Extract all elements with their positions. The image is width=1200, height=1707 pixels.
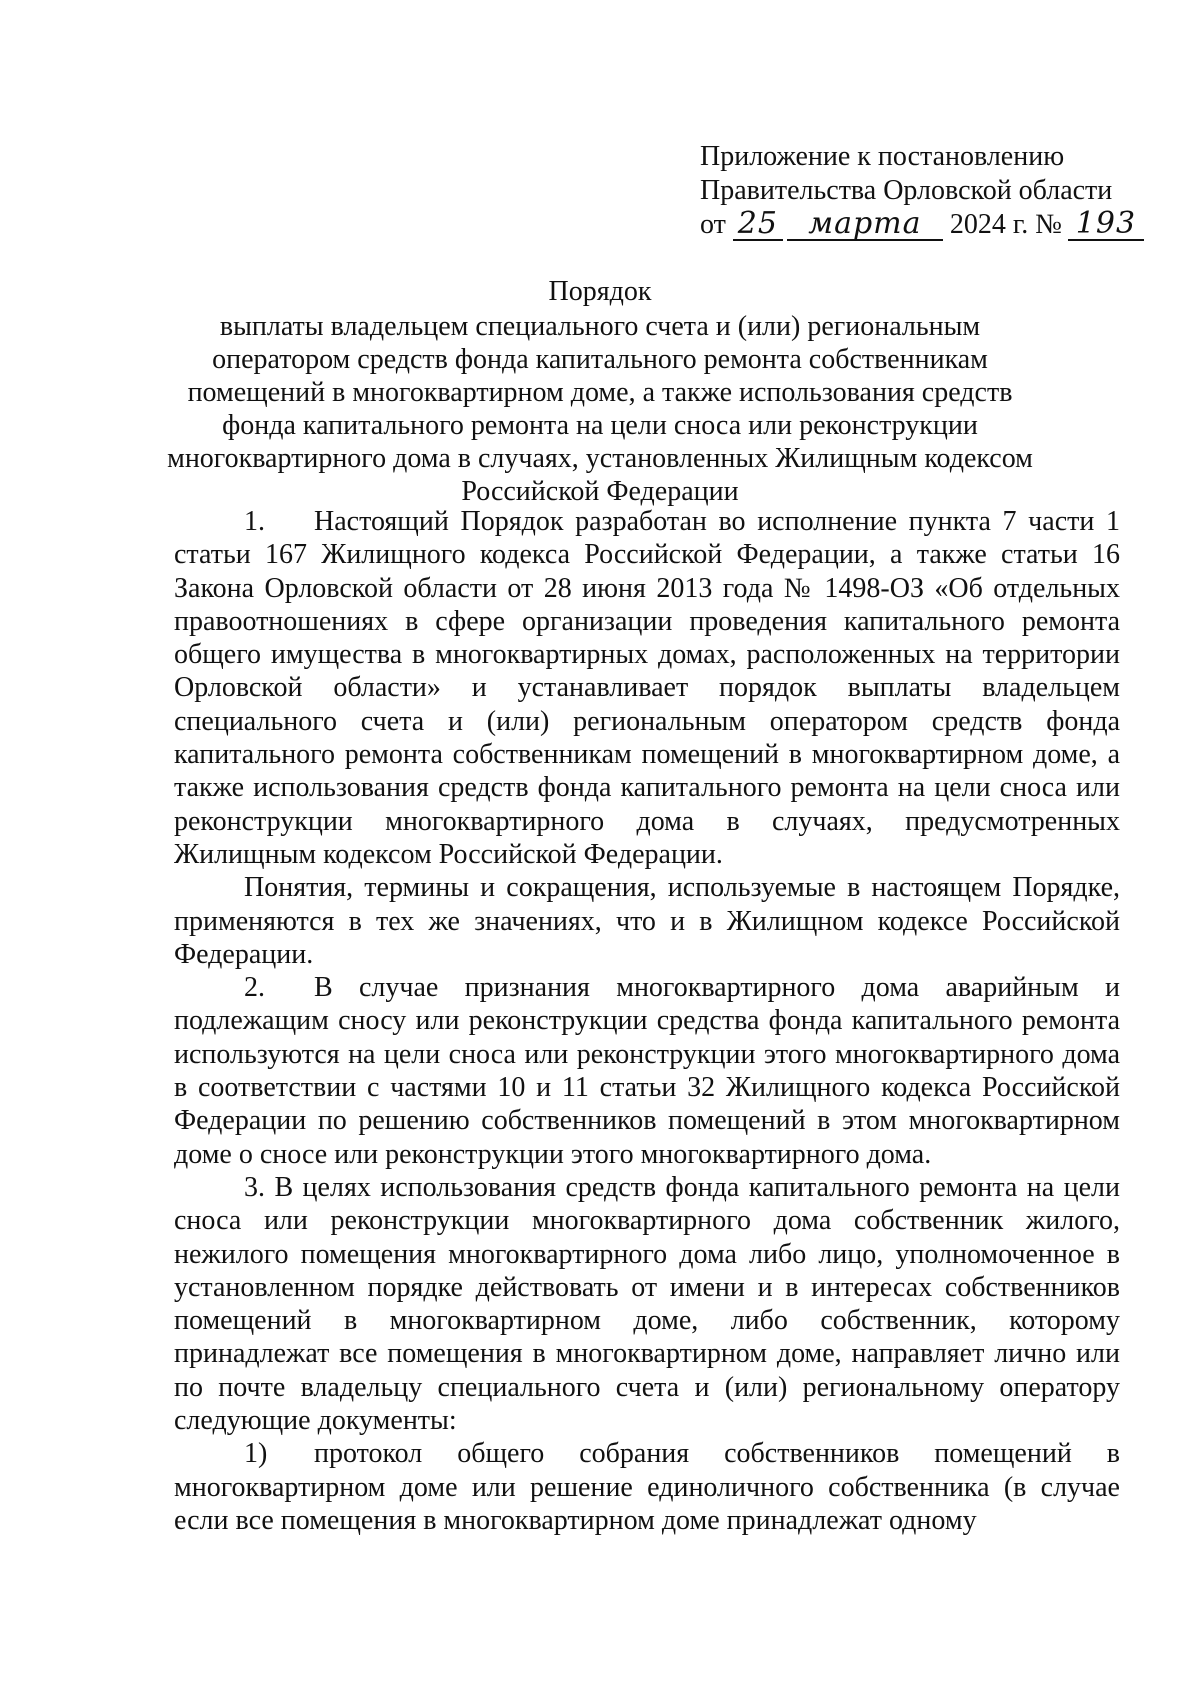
handwritten-day: 25 xyxy=(733,209,783,241)
handwritten-month: марта xyxy=(787,209,943,241)
year-and-number-label: 2024 г. № xyxy=(949,209,1062,240)
title-subtitle: выплаты владельцем специального счета и (или) региональным оператором средств фонда капитального ремонта собственникам помещений в многоквартирном доме, а также использования средств фонда капитального ремонта на цели сноса или реконструкции многоквартирного дома в случаях, установленных Жилищным кодексом Российской Федерации xyxy=(167,311,1033,507)
paragraph-3-item-1 xyxy=(174,1437,1120,1537)
title-heading: Порядок xyxy=(548,276,652,307)
paragraph-3-item-1-number: 1) xyxy=(244,1438,268,1470)
paragraph-2-number: 2. xyxy=(244,972,265,1004)
appendix-header xyxy=(700,140,1180,242)
appendix-line-2: Правительства Орловской области xyxy=(700,175,1113,206)
paragraph-3: 3. В целях использования средств фонда капитального ремонта на цели сноса или реконструкции многоквартирного дома собственник жилого, нежилого помещения многоквартирного дома либо лицо, уполномоченное в установленном порядке действовать от имени и в интересах собственников помещений в многоквартирном доме, либо собственник, которому принадлежат все помещения в многоквартирном доме, направляет лично или по почте владельцу специального счета и (или) региональному оператору следующие документы: xyxy=(174,1171,1120,1437)
paragraph-3-item-1-text: протокол общего собрания собственников помещений в многоквартирном доме или решение единоличного собственника (в случае если все помещения в многоквартирном доме принадлежат одному xyxy=(174,1438,1120,1536)
appendix-line-1: Приложение к постановлению xyxy=(700,141,1065,172)
document-body xyxy=(174,505,1120,1537)
document-title xyxy=(160,275,1040,508)
paragraph-1-text: Настоящий Порядок разработан во исполнение пункта 7 части 1 статьи 167 Жилищного кодекса Российской Федерации, а также статьи 16 Закона Орловской области от 28 июня 2013 года № 1498-ОЗ «Об отдельных правоотношениях в сфере организации проведения капитального ремонта общего имущества в многоквартирных домах, расположенных на территории Орловской области» и устанавливает порядок выплаты владельцем специального счета и (или) региональным оператором средств фонда капитального ремонта собственникам помещений в многоквартирном доме, а также использования средств фонда капитального ремонта на цели сноса или реконструкции многоквартирного дома в случаях, предусмотренных Жилищным кодексом Российской Федерации. xyxy=(174,506,1120,870)
from-prefix: от xyxy=(700,209,726,240)
handwritten-number: 193 xyxy=(1068,209,1144,241)
paragraph-2 xyxy=(174,971,1120,1171)
paragraph-1 xyxy=(174,505,1120,871)
paragraph-1-definitions: Понятия, термины и сокращения, используемые в настоящем Порядке, применяются в тех же значениях, что и в Жилищном кодексе Российской Федерации. xyxy=(174,872,1120,970)
appendix-date-line xyxy=(700,208,1180,242)
paragraph-2-text: В случае признания многоквартирного дома аварийным и подлежащим сносу или реконструкции средства фонда капитального ремонта используются на цели сноса или реконструкции этого многоквартирного дома в соответствии с частями 10 и 11 статьи 32 Жилищного кодекса Российской Федерации по решению собственников помещений в этом многоквартирном доме о сносе или реконструкции этого многоквартирного дома. xyxy=(174,972,1120,1170)
paragraph-1-number: 1. xyxy=(244,506,265,537)
